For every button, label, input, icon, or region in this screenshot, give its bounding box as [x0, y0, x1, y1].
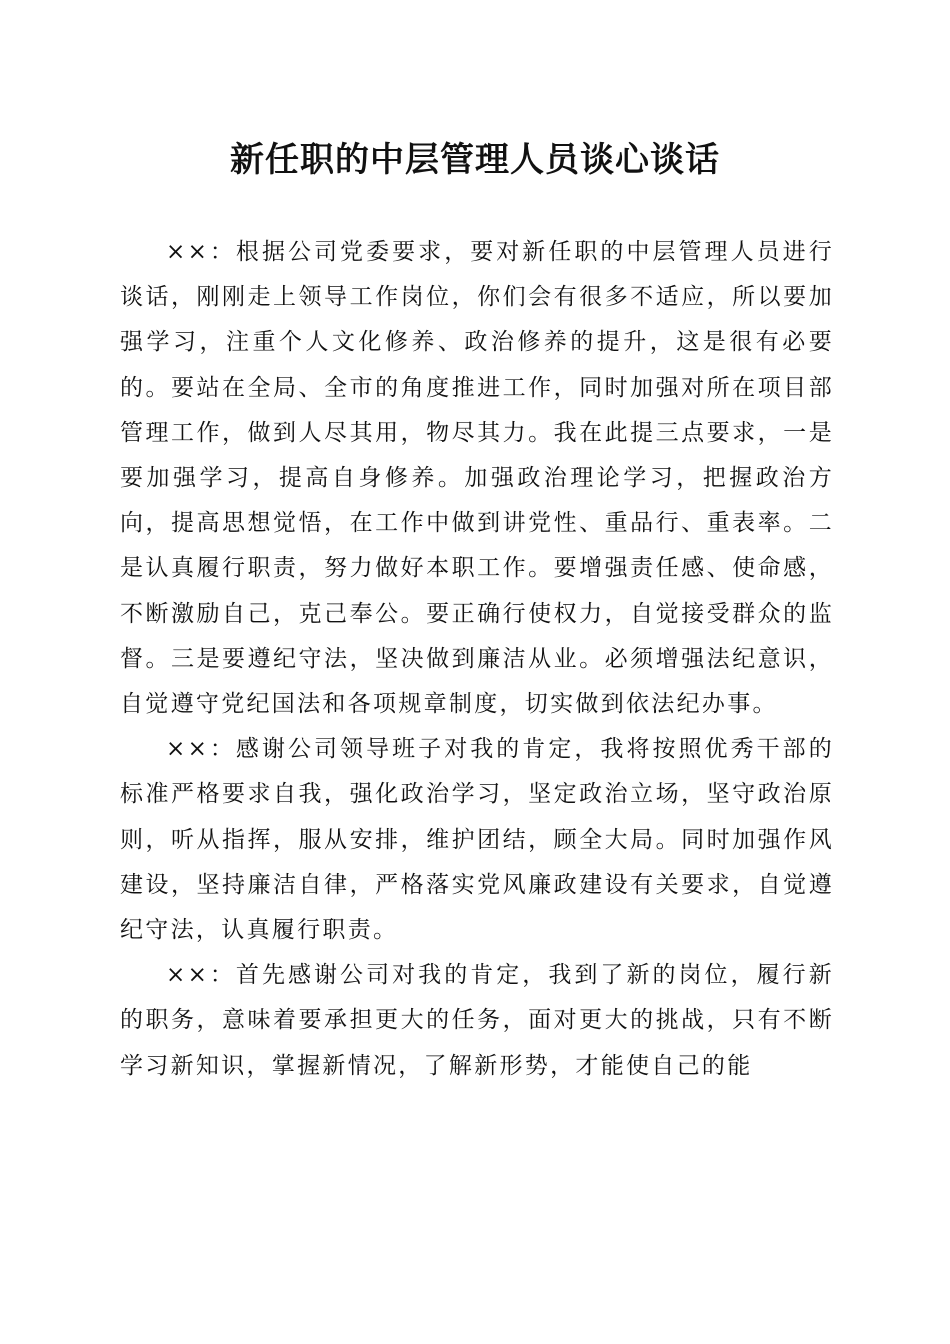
- paragraph-1: ××：根据公司党委要求，要对新任职的中层管理人员进行谈话，刚刚走上领导工作岗位，你们会有很多不适应，所以要加强学习，注重个人文化修养、政治修养的提升，这是很有必要的。要站在全局、全市的角度推进工作，同时加强对所在项目部管理工作，做到人尽其用，物尽其力。我在此提三点要求，一是要加强学习，提高自身修养。加强政治理论学习，把握政治方向，提高思想觉悟，在工作中做到讲党性、重品行、重表率。二是认真履行职责，努力做好本职工作。要增强责任感、使命感，不断激励自己，克己奉公。要正确行使权力，自觉接受群众的监督。三是要遵纪守法，坚决做到廉洁从业。必须增强法纪意识，自觉遵守党纪国法和各项规章制度，切实做到依法纪办事。: [120, 239, 834, 718]
- paragraph-3: ××：首先感谢公司对我的肯定，我到了新的岗位，履行新的职务，意味着要承担更大的任务，面对更大的挑战，只有不断学习新知识，掌握新情况，了解新形势，才能使自己的能: [120, 962, 834, 1079]
- document-body: [120, 230, 834, 1089]
- paragraph-2: ××：感谢公司领导班子对我的肯定，我将按照优秀干部的标准严格要求自我，强化政治学习，坚定政治立场，坚守政治原则，听从指挥，服从安排，维护团结，顾全大局。同时加强作风建设，坚持廉洁自律，严格落实党风廉政建设有关要求，自觉遵纪守法，认真履行职责。: [120, 736, 834, 944]
- document-title: 新任职的中层管理人员谈心谈话: [230, 140, 720, 180]
